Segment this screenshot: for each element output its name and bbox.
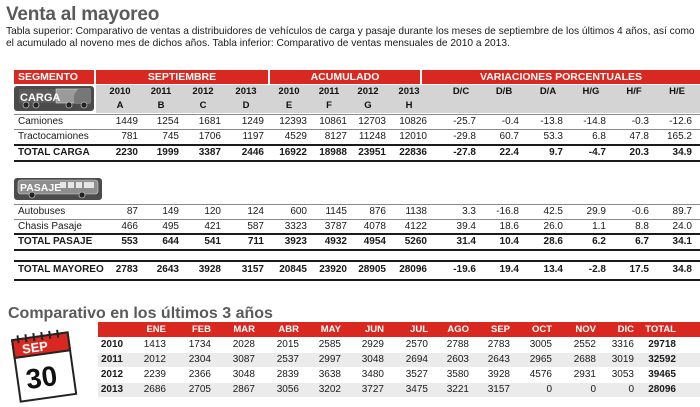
table-cell: 2643 <box>156 264 179 275</box>
table-row <box>0 115 700 129</box>
table-cell: 89.7 <box>672 206 692 217</box>
table-cell: 34.1 <box>672 236 692 247</box>
table-cell: 10826 <box>399 116 427 127</box>
table-cell: 23951 <box>358 147 386 158</box>
table-cell: 2997 <box>318 354 341 365</box>
table-cell: 2965 <box>529 354 552 365</box>
table-cell: -4.7 <box>588 147 606 158</box>
col-letter: D <box>242 100 250 111</box>
variation-header: H/F <box>626 86 642 97</box>
table-cell: 3727 <box>361 384 384 395</box>
table-row <box>0 220 700 234</box>
table-cell: 2552 <box>573 339 596 350</box>
table-cell: 2239 <box>143 369 166 380</box>
table-cell: 3048 <box>361 354 384 365</box>
table-cell: 8127 <box>324 131 347 142</box>
table-cell: 3056 <box>276 384 299 395</box>
col-letter: B <box>157 100 165 111</box>
table-cell: 10.4 <box>499 236 519 247</box>
table-cell: 2688 <box>573 354 596 365</box>
table-cell: 1249 <box>241 116 264 127</box>
header-acumulado: ACUMULADO <box>270 70 420 84</box>
table-cell: 2867 <box>232 384 255 395</box>
table-cell: 3638 <box>318 369 341 380</box>
row-label: Camiones <box>18 116 64 127</box>
row-label: TOTAL MAYOREO <box>18 264 104 275</box>
table-cell: 5260 <box>404 236 427 247</box>
row-year: 2012 <box>100 369 124 380</box>
table-cell: 2929 <box>361 339 384 350</box>
table-cell: 39465 <box>648 369 676 380</box>
table-cell: 4576 <box>529 369 552 380</box>
table-cell: 26.0 <box>543 221 563 232</box>
year-cell: 2013 <box>398 86 420 97</box>
table-cell: -14.8 <box>583 116 606 127</box>
table-cell: 149 <box>162 206 179 217</box>
table-cell: 3928 <box>487 369 510 380</box>
month-header: NOV <box>575 324 596 335</box>
table-cell: 120 <box>204 206 221 217</box>
year-cell: 2012 <box>357 86 379 97</box>
table-cell: 18988 <box>319 147 347 158</box>
table-cell: 39.4 <box>456 221 476 232</box>
year-cell: 2011 <box>150 86 172 97</box>
table-cell: 2446 <box>241 147 264 158</box>
table-row <box>0 130 700 144</box>
table-cell: 495 <box>162 221 179 232</box>
header-variaciones: VARIACIONES PORCENTUALES <box>422 70 700 84</box>
table-cell: 3475 <box>405 384 428 395</box>
table-cell: 2705 <box>188 384 211 395</box>
month-header: FEB <box>192 324 211 335</box>
month-header: SEP <box>490 324 510 335</box>
calendar-month: SEP <box>21 338 49 357</box>
table-cell: 3048 <box>232 369 255 380</box>
table-cell: 466 <box>121 221 138 232</box>
table-cell: 711 <box>247 236 264 247</box>
table-cell: 23920 <box>319 264 347 275</box>
table-cell: 3019 <box>611 354 634 365</box>
table-cell: -19.6 <box>453 264 476 275</box>
table-row <box>0 146 700 160</box>
col-letter: A <box>116 100 124 111</box>
table-cell: 20.3 <box>629 147 649 158</box>
calendar-day: 30 <box>23 359 60 396</box>
table-cell: 1413 <box>143 339 166 350</box>
month-header: OCT <box>531 324 552 335</box>
month-header: MAY <box>320 324 341 335</box>
table-row <box>0 205 700 219</box>
table-cell: 3316 <box>611 339 634 350</box>
table-cell: 1734 <box>188 339 211 350</box>
table-cell: 29.9 <box>586 206 606 217</box>
row-label: Chasis Pasaje <box>18 221 82 232</box>
table-row <box>98 368 700 382</box>
table-cell: 2012 <box>143 354 166 365</box>
table-cell: 87 <box>126 206 138 217</box>
divider <box>14 249 700 251</box>
table-cell: 42.5 <box>543 206 563 217</box>
table-cell: 28.6 <box>543 236 563 247</box>
table-cell: 0 <box>546 384 552 395</box>
carga-label: CARGA <box>20 92 61 104</box>
table-cell: 6.8 <box>592 131 606 142</box>
table-cell: 3157 <box>487 384 510 395</box>
table-cell: 3480 <box>361 369 384 380</box>
table-cell: -29.8 <box>453 131 476 142</box>
row-label: TOTAL CARGA <box>18 147 90 158</box>
table-cell: 2783 <box>115 264 138 275</box>
table-cell: 6.2 <box>592 236 606 247</box>
month-header: DIC <box>617 324 634 335</box>
table-cell: 60.7 <box>499 131 519 142</box>
table-cell: 3527 <box>405 369 428 380</box>
table-cell: 1197 <box>242 131 264 142</box>
table-cell: 18.6 <box>499 221 519 232</box>
table-cell: 2028 <box>232 339 255 350</box>
table-cell: 3580 <box>446 369 469 380</box>
table-cell: 3.3 <box>462 206 476 217</box>
table-cell: 781 <box>121 131 138 142</box>
col-letter: G <box>364 100 372 111</box>
table-row <box>98 383 700 397</box>
table-cell: 32592 <box>648 354 676 365</box>
variation-header: D/B <box>495 86 513 97</box>
table-cell: 2931 <box>573 369 596 380</box>
table-cell: 3221 <box>446 384 469 395</box>
table-cell: 600 <box>290 206 307 217</box>
month-header: AGO <box>447 324 469 335</box>
calendar-icon <box>8 326 80 404</box>
month-header: TOTAL <box>645 324 676 335</box>
variation-header: D/A <box>539 86 557 97</box>
table-cell: 876 <box>369 206 386 217</box>
table-cell: 17.5 <box>629 264 649 275</box>
table-cell: 3005 <box>529 339 552 350</box>
year-cell: 2012 <box>192 86 214 97</box>
table-cell: 3202 <box>318 384 341 395</box>
table-cell: -13.8 <box>540 116 563 127</box>
table-cell: 34.8 <box>672 264 692 275</box>
table-cell: 29718 <box>648 339 676 350</box>
letters-row <box>0 100 700 112</box>
pasaje-label: PASAJE <box>20 182 62 194</box>
table-cell: 1.1 <box>592 221 606 232</box>
month-header: MAR <box>233 324 255 335</box>
table-cell: 2304 <box>188 354 211 365</box>
table-cell: 1449 <box>115 116 138 127</box>
table-cell: 2686 <box>143 384 166 395</box>
table-cell: 2366 <box>188 369 211 380</box>
table-row <box>0 235 700 249</box>
table-cell: 28905 <box>358 264 386 275</box>
table-cell: 3787 <box>324 221 347 232</box>
divider <box>14 160 700 162</box>
table-cell: -27.8 <box>453 147 476 158</box>
col-letter: H <box>405 100 413 111</box>
table-cell: -2.8 <box>588 264 606 275</box>
table-cell: 12703 <box>358 116 386 127</box>
row-label: Tractocamiones <box>18 131 89 142</box>
table-cell: 1138 <box>405 206 427 217</box>
table-cell: 165.2 <box>666 131 692 142</box>
table-cell: 4122 <box>404 221 427 232</box>
table-cell: 1145 <box>325 206 347 217</box>
col-letter: F <box>326 100 332 111</box>
table-cell: 34.9 <box>672 147 692 158</box>
table-cell: -0.6 <box>631 206 649 217</box>
table-cell: 2570 <box>405 339 428 350</box>
row-year: 2011 <box>101 354 123 365</box>
table-cell: -25.7 <box>453 116 476 127</box>
month-header: JUN <box>364 324 384 335</box>
table-cell: 745 <box>162 131 179 142</box>
table-cell: 1706 <box>198 131 221 142</box>
table-cell: 3087 <box>232 354 255 365</box>
table-cell: 1999 <box>156 147 179 158</box>
year-cell: 2013 <box>235 86 257 97</box>
table-cell: -0.4 <box>501 116 519 127</box>
header-septiembre: SEPTIEMBRE <box>96 70 268 84</box>
table-cell: 19.4 <box>499 264 519 275</box>
table-cell: 13.4 <box>543 264 563 275</box>
table-cell: 3323 <box>284 221 307 232</box>
table-cell: 53.3 <box>543 131 563 142</box>
table-cell: 6.7 <box>635 236 649 247</box>
table-cell: 31.4 <box>456 236 476 247</box>
month-header: ENE <box>146 324 166 335</box>
year-cell: 2011 <box>318 86 340 97</box>
table-cell: 2643 <box>487 354 510 365</box>
table-cell: 1254 <box>156 116 179 127</box>
table-cell: 3387 <box>198 147 221 158</box>
table-cell: -0.3 <box>631 116 649 127</box>
table-cell: 10861 <box>319 116 347 127</box>
row-label: TOTAL PASAJE <box>18 236 93 247</box>
page-title: Venta al mayoreo <box>6 4 160 25</box>
table-cell: 3157 <box>241 264 264 275</box>
row-year: 2010 <box>100 339 124 350</box>
table-cell: 28096 <box>399 264 427 275</box>
table-cell: 3923 <box>284 236 307 247</box>
table-cell: 2694 <box>405 354 428 365</box>
row-label: Autobuses <box>18 206 66 217</box>
variation-header: D/C <box>452 86 470 97</box>
table-cell: 9.7 <box>549 147 563 158</box>
table-cell: 421 <box>204 221 221 232</box>
table-cell: 0 <box>628 384 634 395</box>
table-cell: 541 <box>204 236 221 247</box>
table-cell: 2783 <box>487 339 510 350</box>
months-header <box>98 322 700 337</box>
table-cell: 644 <box>162 236 179 247</box>
table-cell: 28096 <box>648 384 676 395</box>
header-segmento: SEGMENTO <box>14 70 94 84</box>
table-cell: 16922 <box>279 147 307 158</box>
table-cell: 8.8 <box>635 221 649 232</box>
variation-header: H/E <box>669 86 685 97</box>
table-cell: 11248 <box>358 131 386 142</box>
table-cell: 124 <box>247 206 264 217</box>
table-cell: 587 <box>247 221 264 232</box>
month-header: JUL <box>410 324 428 335</box>
table-row <box>98 353 700 367</box>
table-cell: 4529 <box>284 131 307 142</box>
table-cell: 22836 <box>399 147 427 158</box>
col-letter: C <box>199 100 207 111</box>
divider <box>14 260 700 262</box>
table-cell: 1681 <box>198 116 221 127</box>
table-cell: 553 <box>121 236 138 247</box>
table-cell: 12010 <box>399 131 427 142</box>
table-cell: 20845 <box>279 264 307 275</box>
table-row <box>98 338 700 352</box>
row-year: 2013 <box>100 384 124 395</box>
variation-header: H/G <box>582 86 600 97</box>
table-cell: 2230 <box>115 147 138 158</box>
table-cell: 4078 <box>363 221 386 232</box>
year-cell: 2010 <box>278 86 300 97</box>
year-cell: 2010 <box>109 86 131 97</box>
col-letter: E <box>285 100 293 111</box>
table-cell: 2839 <box>276 369 299 380</box>
table-cell: 2603 <box>446 354 469 365</box>
table-cell: 3928 <box>198 264 221 275</box>
divider <box>14 279 700 281</box>
section-title: Comparativo en los últimos 3 años <box>8 305 273 322</box>
table-cell: 12393 <box>279 116 307 127</box>
table-cell: 4932 <box>324 236 347 247</box>
table-cell: 3053 <box>611 369 634 380</box>
years-row <box>0 86 700 98</box>
table-cell: 2537 <box>276 354 299 365</box>
table-cell: 0 <box>590 384 596 395</box>
table-row <box>0 263 700 277</box>
table-cell: 2788 <box>446 339 469 350</box>
table-cell: 4954 <box>363 236 386 247</box>
table-cell: 2015 <box>276 339 299 350</box>
table-cell: 2585 <box>318 339 341 350</box>
table-cell: 24.0 <box>672 221 692 232</box>
table-cell: -16.8 <box>496 206 519 217</box>
table-cell: -12.6 <box>669 116 692 127</box>
table-cell: 22.4 <box>499 147 519 158</box>
table-cell: 47.8 <box>629 131 649 142</box>
page-description: Tabla superior: Comparativo de ventas a distribuidores de vehículos de carga y pasaje durante los meses de septiembre de los últimos 4 años, así como el acumulado al noveno mes de dichos años. Tabla inferior: Comparativo de ventas mensuales de 2010 a 2013. <box>6 26 695 49</box>
month-header: ABR <box>278 324 299 335</box>
